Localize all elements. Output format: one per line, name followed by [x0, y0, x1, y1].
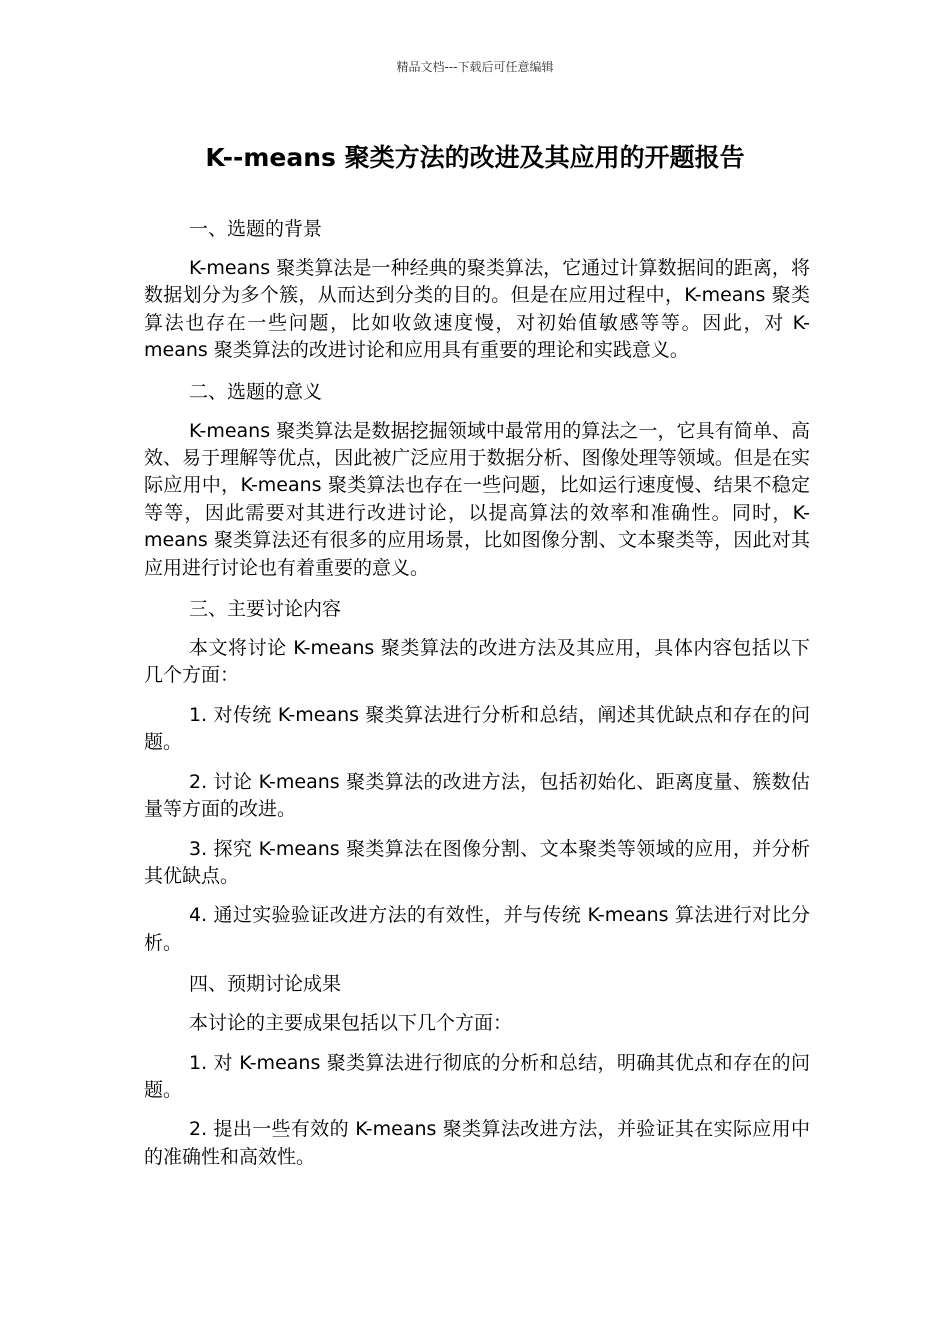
list-item-content-2: 2. 讨论 K-means 聚类算法的改进方法，包括初始化、距离度量、簇数估量等方面的改进。 — [144, 770, 810, 821]
page-header: 精品文档---下载后可任意编辑 — [396, 60, 554, 74]
paragraph-expected-results-intro: 本讨论的主要成果包括以下几个方面： — [189, 1012, 513, 1035]
paragraph-significance: K-means 聚类算法是数据挖掘领域中最常用的算法之一，它具有简单、高效、易于理解等优点，因此被广泛应用于数据分析、图像处理等领域。但是在实际应用中，K-means 聚类算法也存在一些问题，比如运行速度慢、结果不稳定等等，因此需要对其进行改进讨论，以提高算法的效率和准确性。同时，K-means 聚类算法还有很多的应用场景，比如图像分割、文本聚类等，因此对其应用进行讨论也有着重要的意义。 — [144, 419, 810, 579]
document-title: K--means 聚类方法的改进及其应用的开题报告 — [205, 143, 745, 172]
list-item-content-1: 1. 对传统 K-means 聚类算法进行分析和总结，阐述其优缺点和存在的问题。 — [144, 703, 810, 754]
list-item-result-1: 1. 对 K-means 聚类算法进行彻底的分析和总结，明确其优点和存在的问题。 — [144, 1051, 810, 1101]
section-heading-significance: 二、选题的意义 — [189, 380, 323, 403]
section-heading-background: 一、选题的背景 — [189, 218, 323, 240]
paragraph-main-content-intro: 本文将讨论 K-means 聚类算法的改进方法及其应用，具体内容包括以下几个方面： — [144, 637, 810, 687]
section-heading-main-content: 三、主要讨论内容 — [189, 598, 342, 621]
document-body — [144, 214, 810, 1183]
list-item-content-3: 3. 探究 K-means 聚类算法在图像分割、文本聚类等领域的应用，并分析其优缺点。 — [144, 837, 810, 887]
paragraph-background: K-means 聚类算法是一种经典的聚类算法，它通过计算数据间的距离，将数据划分为多个簇，从而达到分类的目的。但是在应用过程中，K-means 聚类算法也存在一些问题，比如收敛速度慢，对初始值敏感等等。因此，对 K-means 聚类算法的改进讨论和应用具有重要的理论和实践意义。 — [144, 257, 810, 362]
list-item-result-2: 2. 提出一些有效的 K-means 聚类算法改进方法，并验证其在实际应用中的准确性和高效性。 — [144, 1118, 810, 1168]
section-heading-expected-results: 四、预期讨论成果 — [189, 973, 342, 996]
list-item-content-4: 4. 通过实验验证改进方法的有效性，并与传统 K-means 算法进行对比分析。 — [144, 904, 810, 954]
